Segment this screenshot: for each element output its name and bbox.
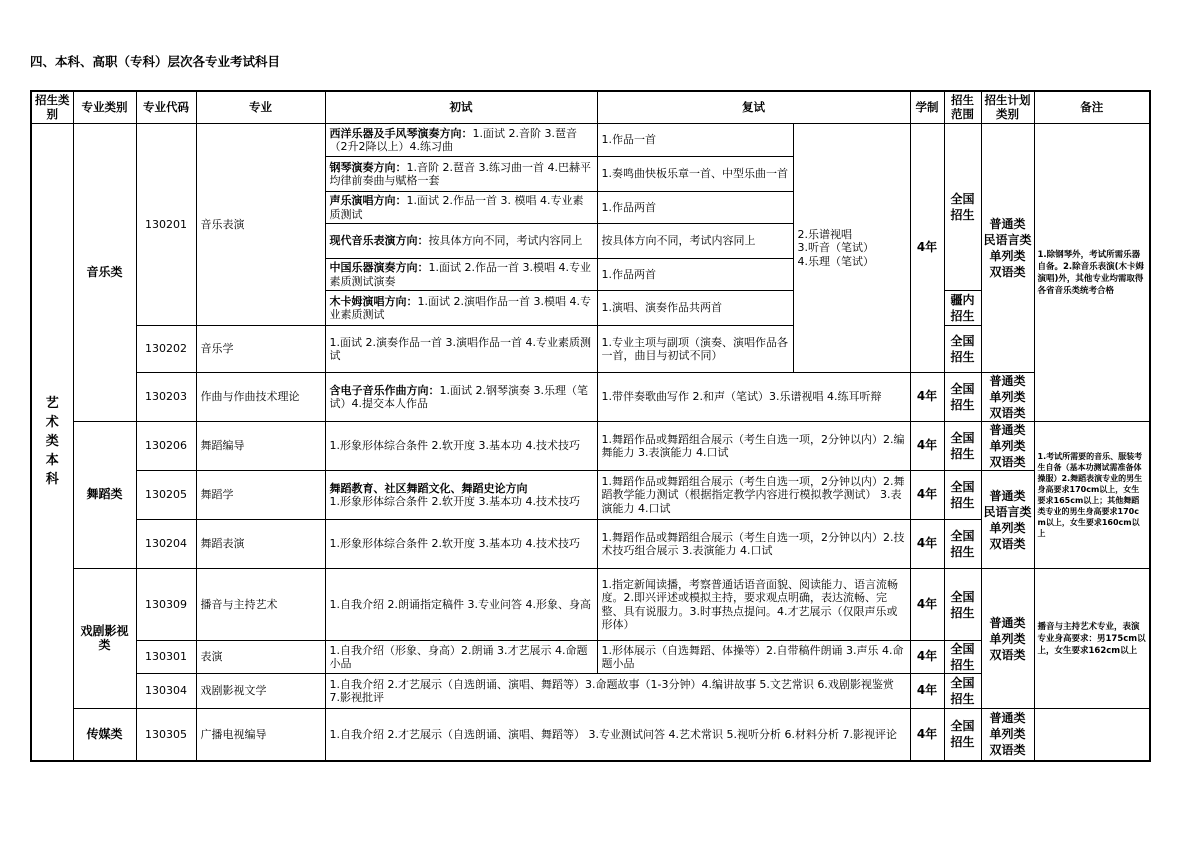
plan-item: 民语言类 [983,504,1032,519]
plan-item: 普通类 [989,488,1026,503]
major-code: 130203 [136,373,196,422]
major-name: 广播电视编导 [196,709,325,761]
header-years: 学制 [910,91,944,124]
first-exam-cell: 1.面试 2.演奏作品一首 3.演唱作品一首 4.专业素质测试 [325,326,597,373]
exam-cell: 1.自我介绍 2.才艺展示（自选朗诵、演唱、舞蹈等） 3.专业测试问答 4.艺术常识 5.视听分析 6.材料分析 7.影视评论 [325,709,910,761]
header-major-code: 专业代码 [136,91,196,124]
scope-cell: 全国招生 [944,124,981,291]
plan-cell [981,569,1034,709]
first-exam-text: 1.音阶 2.琶音 3.练习曲一首 4.巴赫平均律前奏曲与赋格一套 [329,160,591,187]
plan-item: 单列类 [989,439,1026,453]
shared-second-item: 4.乐理（笔试） [797,254,874,268]
first-exam-text: 1.面试 2.作品一首 3. 模唱 4.专业素质测试 [329,194,584,221]
major-name: 表演 [196,641,325,674]
plan-item: 普通类 [989,423,1026,437]
major-name: 戏剧影视文学 [196,674,325,709]
second-exam-cell: 1.舞蹈作品或舞蹈组合展示（考生自选一项，2分钟以内）2.舞蹈教学能力测试（根据指定教学内容进行模拟教学测试） 3.表演能力 4.口试 [597,471,910,520]
major-code: 130202 [136,326,196,373]
major-name: 音乐表演 [196,124,325,326]
exam-subjects-table [30,90,1151,762]
table-row [31,373,1150,422]
plan-cell [981,124,1034,373]
exam-cell: 1.自我介绍 2.才艺展示（自选朗诵、演唱、舞蹈等）3.命题故事（1-3分钟）4.编讲故事 5.文艺常识 6.戏剧影视鉴赏 7.影视批评 [325,674,910,709]
remark-cell: 1.除钢琴外，考试所需乐器自备。2.除音乐表演(木卡姆演唱)外，其他专业均需取得各省音乐类统考合格 [1034,124,1150,422]
first-exam-cell [325,224,597,259]
first-exam-cell [325,259,597,291]
header-enroll-type: 招生类别 [31,91,73,124]
second-exam-cell: 按具体方向不同，考试内容同上 [597,224,793,259]
second-exam-cell: 1.形体展示（自选舞蹈、体操等）2.自带稿件朗诵 3.声乐 4.命题小品 [597,641,910,674]
major-name: 作曲与作曲技术理论 [196,373,325,422]
scope-cell: 全国招生 [944,569,981,641]
first-exam-text: 按具体方向不同，考试内容同上 [428,234,583,248]
header-second-exam: 复试 [597,91,910,124]
plan-item: 单列类 [989,249,1026,263]
plan-item: 普通类 [989,615,1026,630]
shared-second-item: 3.听音（笔试） [797,241,874,255]
scope-cell: 全国招生 [944,520,981,569]
major-code: 130304 [136,674,196,709]
first-exam-cell [325,157,597,192]
first-exam-cell: 1.形象形体综合条件 2.软开度 3.基本功 4.技术技巧 [325,422,597,471]
years-cell: 4年 [910,471,944,520]
first-exam-text: 1.面试 2.演唱作品一首 3.模唱 4.专业素质测试 [329,294,591,321]
first-exam-cell: 1.自我介绍 2.朗诵指定稿件 3.专业问答 4.形象、身高 [325,569,597,641]
years-cell: 4年 [910,569,944,641]
plan-item: 单列类 [989,520,1026,535]
header-major-category: 专业类别 [73,91,136,124]
second-exam-cell: 1.舞蹈作品或舞蹈组合展示（考生自选一项，2分钟以内）2.编舞能力 3.表演能力 4.口试 [597,422,910,471]
scope-cell: 全国招生 [944,709,981,761]
plan-item: 双语类 [989,536,1026,551]
second-exam-cell: 1.作品两首 [597,192,793,224]
scope-cell: 全国招生 [944,373,981,422]
plan-item: 普通类 [989,711,1026,726]
header-row [31,91,1150,124]
header-remark: 备注 [1034,91,1150,124]
plan-item: 单列类 [989,727,1026,742]
years-cell: 4年 [910,124,944,373]
plan-item: 双语类 [989,406,1026,420]
major-name: 音乐学 [196,326,325,373]
major-code: 130206 [136,422,196,471]
first-exam-cell: 1.形象形体综合条件 2.软开度 3.基本功 4.技术技巧 [325,520,597,569]
plan-item: 双语类 [989,455,1026,469]
first-exam-cell [325,471,597,520]
major-name: 舞蹈学 [196,471,325,520]
shared-second-exam [793,124,910,373]
category-drama: 戏剧影视类 [73,569,136,709]
major-code: 130305 [136,709,196,761]
first-exam-text: 1.面试 2.钢琴演奏 3.乐理（笔试）4.提交本人作品 [329,383,588,410]
header-scope: 招生范围 [944,91,981,124]
years-cell: 4年 [910,422,944,471]
plan-item: 普通类 [989,217,1026,231]
years-cell: 4年 [910,520,944,569]
second-exam-cell: 1.舞蹈作品或舞蹈组合展示（考生自选一项，2分钟以内）2.技术技巧组合展示 3.表演能力 4.口试 [597,520,910,569]
remark-cell: 播音与主持艺术专业，表演专业身高要求：男175cm以上，女生要求162cm以上 [1034,569,1150,709]
first-exam-text: 1.面试 2.作品一首 3.模唱 4.专业素质测试演奏 [329,261,591,288]
scope-cell: 全国招生 [944,674,981,709]
plan-item: 双语类 [989,265,1026,279]
major-code: 130301 [136,641,196,674]
second-exam-cell: 1.专业主项与副项（演奏、演唱作品各一首，曲目与初试不同） [597,326,793,373]
direction-label: 钢琴演奏方向： [329,160,407,174]
major-code: 130309 [136,569,196,641]
header-major: 专业 [196,91,325,124]
years-cell: 4年 [910,709,944,761]
first-exam-cell [325,291,597,326]
first-exam-cell [325,124,597,157]
scope-cell: 疆内招生 [944,291,981,326]
plan-item: 民语言类 [983,233,1032,247]
direction-label: 舞蹈教育、社区舞蹈文化、舞蹈史论方向 [329,481,528,495]
page-heading: 四、本科、高职（专科）层次各专业考试科目 [30,54,281,69]
plan-cell [981,471,1034,569]
second-exam-cell: 1.奏鸣曲快板乐章一首、中型乐曲一首 [597,157,793,192]
category-media: 传媒类 [73,709,136,761]
scope-cell: 全国招生 [944,471,981,520]
plan-item: 单列类 [989,631,1026,646]
remark-cell [1034,709,1150,761]
plan-item: 双语类 [989,647,1026,662]
second-exam-cell: 1.指定新闻读播，考察普通话语音面貌、阅读能力、语言流畅度。2.即兴评述或模拟主持，要求观点明确，表达流畅、完整、具有说服力。3.时事热点提问。4.才艺展示（仅限声乐或形体） [597,569,910,641]
first-exam-cell: 1.自我介绍（形象、身高）2.朗诵 3.才艺展示 4.命题小品 [325,641,597,674]
direction-label: 声乐演唱方向： [329,194,407,207]
direction-label: 西洋乐器及手风琴演奏方向： [329,126,473,140]
major-name: 播音与主持艺术 [196,569,325,641]
table-row [31,124,1150,157]
remark-cell: 1.考试所需要的音乐、服装考生自备（基本功测试需准备体操服）2.舞蹈表演专业的男生身高要求170cm以上，女生要求165cm以上；其他舞蹈类专业的男生身高要求170cm以上，女生要求160cm以上 [1034,422,1150,569]
second-exam-cell: 1.带伴奏歌曲写作 2.和声（笔试）3.乐谱视唱 4.练耳听辩 [597,373,910,422]
major-code: 130205 [136,471,196,520]
header-plan: 招生计划类别 [981,91,1034,124]
scope-cell: 全国招生 [944,422,981,471]
plan-item: 单列类 [989,390,1026,404]
major-name: 舞蹈表演 [196,520,325,569]
plan-cell [981,709,1034,761]
plan-item: 双语类 [989,743,1026,758]
table-row [31,709,1150,761]
table-row [31,569,1150,641]
first-exam-text: 1.形象形体综合条件 2.软开度 3.基本功 4.技术技巧 [329,495,580,508]
second-exam-cell: 1.作品一首 [597,124,793,157]
plan-cell [981,422,1034,471]
category-music: 音乐类 [73,124,136,422]
table-row [31,422,1150,471]
major-code: 130201 [136,124,196,326]
major-code: 130204 [136,520,196,569]
scope-cell: 全国招生 [944,326,981,373]
table-row [31,471,1150,520]
direction-label: 木卡姆演唱方向： [329,294,418,308]
major-name: 舞蹈编导 [196,422,325,471]
second-exam-cell: 1.演唱、演奏作品共两首 [597,291,793,326]
years-cell: 4年 [910,373,944,422]
years-cell: 4年 [910,641,944,674]
direction-label: 含电子音乐作曲方向： [329,383,440,397]
first-exam-cell [325,373,597,422]
scope-cell: 全国招生 [944,641,981,674]
years-cell: 4年 [910,674,944,709]
shared-second-item: 2.乐谱视唱 [797,227,852,241]
plan-cell [981,373,1034,422]
direction-label: 现代音乐表演方向： [329,234,429,248]
first-exam-text: 1.面试 2.音阶 3.琶音（2升2降以上）4.练习曲 [329,126,577,153]
enroll-type-cell: 艺术类本科 [31,124,73,761]
direction-label: 中国乐器演奏方向： [329,261,429,274]
header-first-exam: 初试 [325,91,597,124]
second-exam-cell: 1.作品两首 [597,259,793,291]
category-dance: 舞蹈类 [73,422,136,569]
first-exam-cell [325,192,597,224]
plan-item: 普通类 [989,374,1026,388]
